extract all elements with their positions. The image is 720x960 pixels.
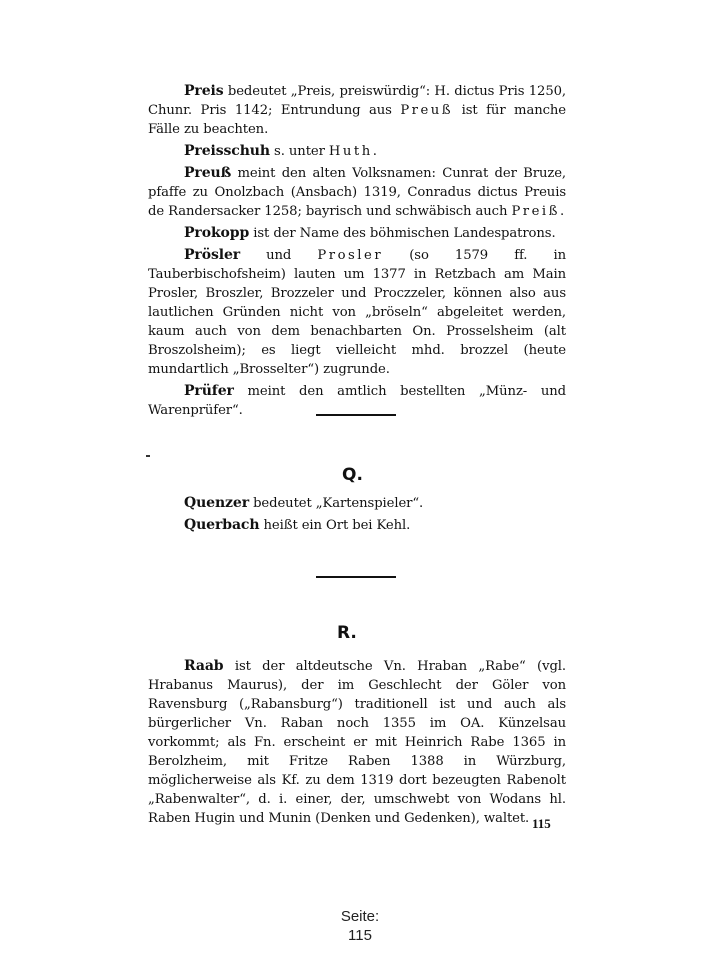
section-letter-q: Q. bbox=[342, 465, 363, 485]
entry-prokopp: Prokopp ist der Name des böhmischen Landespatrons. bbox=[184, 225, 556, 241]
headword: Prokopp bbox=[184, 225, 250, 241]
footer-page-number: 115 bbox=[348, 927, 372, 944]
entry-quenzer: Quenzer bedeutet „Kartenspieler“. bbox=[184, 495, 424, 511]
section-q bbox=[148, 494, 566, 538]
section-p bbox=[148, 82, 566, 423]
entry-proesler: Prösler und Prosler (so 1579 ff. in Tauberbischofsheim) lauten um 1377 in Retzbach am Main Prosler, Broszler, Brozzeler und Proczzeler, können also aus lautlichen Gründen nicht von „bröseln“ abgeleitet werden, kaum auch von dem benachbarten On. Prosselsheim (alt Broszolsheim); es liegt vielleicht mhd. brozzel (heute mundartlich „Brosselter“) zugrunde. bbox=[148, 247, 567, 377]
entry-preisschuh: Preisschuh s. unter Huth. bbox=[184, 143, 377, 159]
headword: Querbach bbox=[184, 517, 260, 533]
headword: Prüfer bbox=[184, 383, 234, 399]
entry-preuss: Preuß meint den alten Volksnamen: Cunrat der Bruze, pfaffe zu Onolzbach (Ansbach) 1319, Conradus dictus Preuis de Randersacker 1258; bayrisch und schwäbisch auch Preiß. bbox=[148, 165, 566, 219]
headword: Preuß bbox=[184, 165, 232, 181]
section-letter-r: R. bbox=[337, 623, 357, 643]
page-footer bbox=[320, 907, 400, 945]
entry-preis: Preis bedeutet „Preis, preiswürdig“: H. dictus Pris 1250, Chunr. Pris 1142; Entrundung aus Preuß ist für manche Fälle zu beachten. bbox=[148, 83, 566, 137]
headword: Preis bbox=[184, 83, 224, 99]
section-divider bbox=[316, 576, 396, 578]
section-r bbox=[148, 657, 566, 831]
headword: Preisschuh bbox=[184, 143, 270, 159]
headword: Raab bbox=[184, 658, 224, 674]
entry-pruefer: Prüfer meint den amtlich bestellten „Münz- und Warenprüfer“. bbox=[148, 383, 566, 418]
entry-raab: Raab ist der altdeutsche Vn. Hraban „Rabe“ (vgl. Hrabanus Maurus), der im Geschlecht der Göler von Ravensburg („Rabansburg“) traditionell ist und auch als bürgerlicher Vn. Raban noch 1355 im OA. Künzelsau vorkommt; als Fn. erscheint er mit Heinrich Rabe 1365 in Berolzheim, mit Fritze Raben 1388 in Würzburg, möglicherweise als Kf. zu dem 1319 dort bezeugten Rabenolt „Rabenwalter“, d. i. einer, der, umschwebt von Wodans hl. Raben Hugin und Munin (Denken und Gedenken), waltet. bbox=[148, 658, 566, 826]
headword: Prösler bbox=[184, 247, 241, 263]
headword: Quenzer bbox=[184, 495, 249, 511]
section-divider bbox=[316, 414, 396, 416]
page-number: 115 bbox=[532, 816, 551, 831]
footer-label: Seite: bbox=[340, 908, 380, 925]
scan-speck bbox=[146, 455, 150, 457]
entry-querbach: Querbach heißt ein Ort bei Kehl. bbox=[184, 517, 411, 533]
